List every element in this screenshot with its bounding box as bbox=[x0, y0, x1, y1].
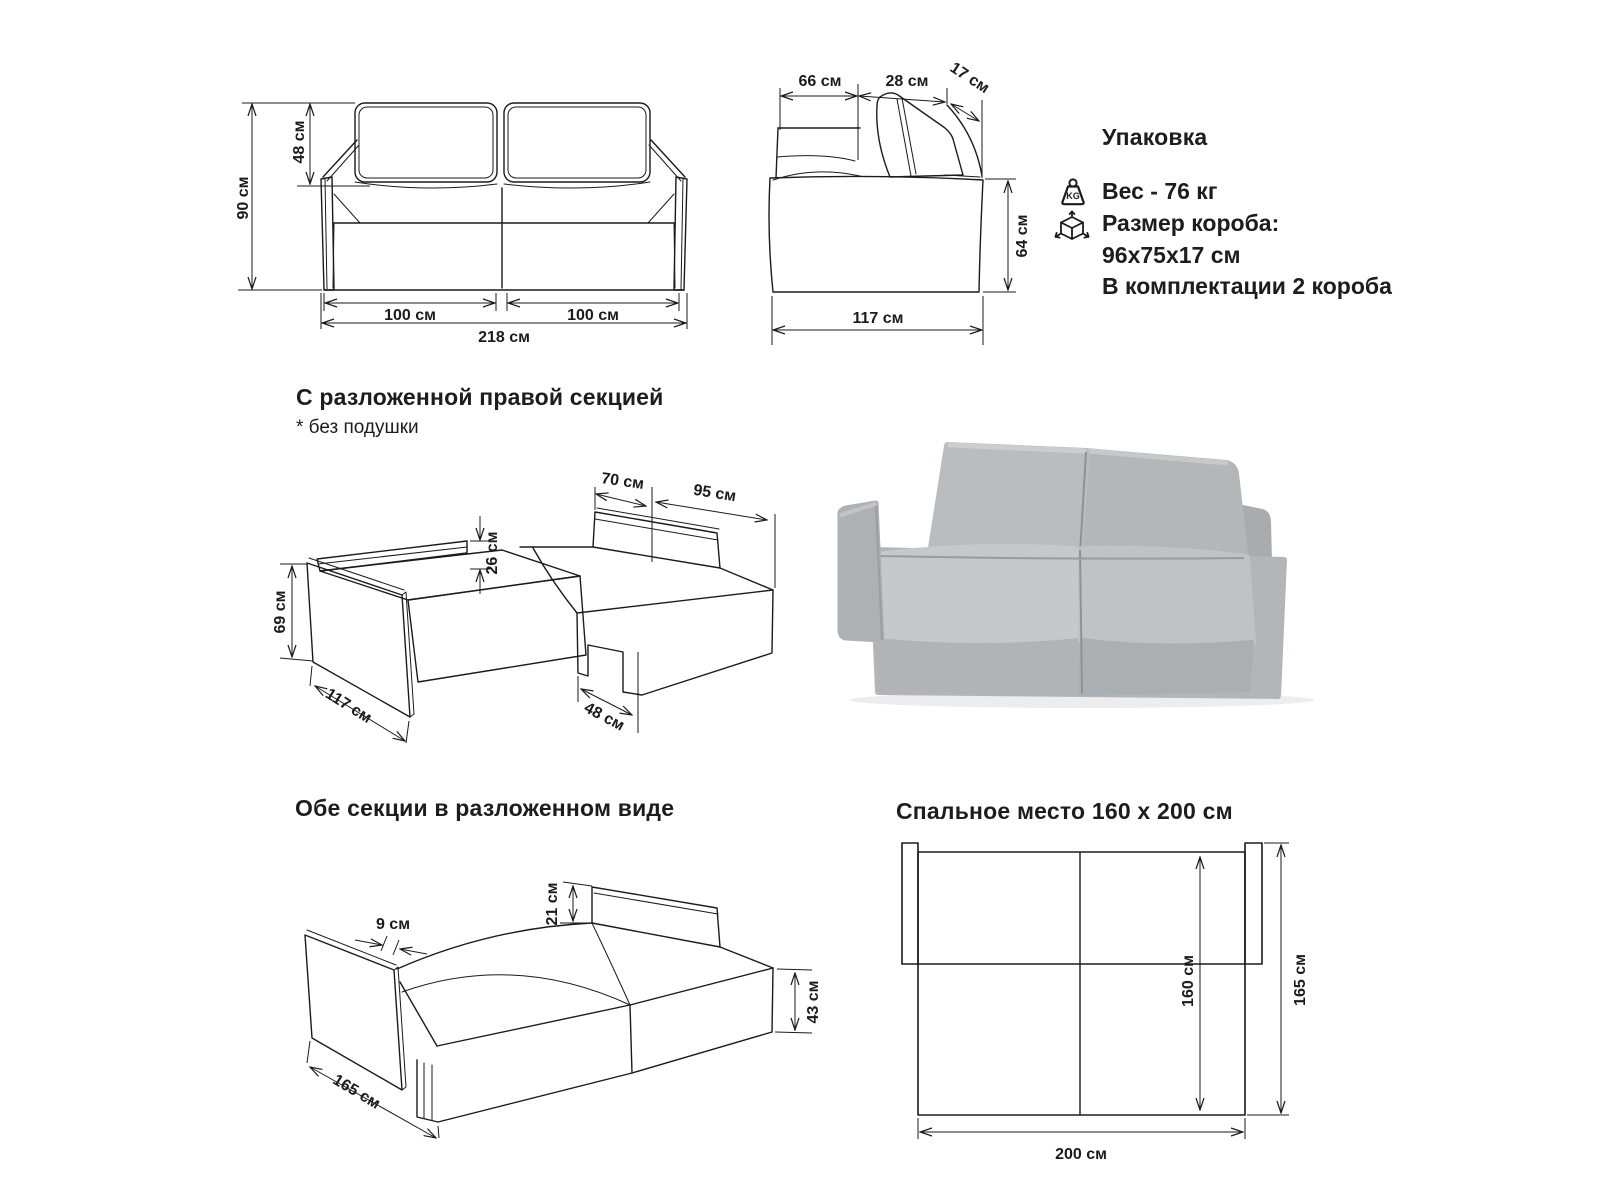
sofa-photo bbox=[820, 400, 1380, 720]
dim-section-depth: 117 см bbox=[322, 685, 375, 727]
side-view-diagram bbox=[740, 40, 1035, 370]
sleeping-area-title: Спальное место 160 x 200 см bbox=[896, 798, 1233, 824]
right-section-note: * без подушки bbox=[296, 417, 419, 438]
both-sections-title: Обе секции в разложенном виде bbox=[295, 795, 675, 821]
dim-back-top: 17 см bbox=[946, 59, 993, 98]
dim-length: 200 см bbox=[1055, 1146, 1107, 1163]
right-section-title: С разложенной правой секцией bbox=[296, 384, 664, 410]
packaging-weight: Вес - 76 кг bbox=[1102, 178, 1218, 204]
sleeping-area-dimensions bbox=[918, 843, 1289, 1139]
dim-seat-left: 100 см bbox=[384, 307, 436, 324]
left-armrest-bar bbox=[902, 843, 918, 964]
dim-width-inner: 160 см bbox=[1180, 955, 1197, 1007]
packaging-box-size-label: Размер короба: bbox=[1102, 210, 1280, 236]
box-dimensions-icon bbox=[1052, 208, 1092, 246]
packaging-box-note: В комплектации 2 короба bbox=[1102, 273, 1392, 299]
right-section-header bbox=[296, 384, 664, 439]
dim-width-outer: 165 см bbox=[1292, 954, 1309, 1006]
packaging-box-size: 96х75х17 см bbox=[1102, 242, 1241, 268]
dim-arm-thickness: 9 см bbox=[375, 916, 411, 933]
side-view-dimensions bbox=[772, 84, 1016, 345]
dim-back-above-bed: 21 см bbox=[544, 882, 561, 926]
both-sections-diagram bbox=[250, 820, 828, 1198]
dim-pullout: 95 см bbox=[692, 481, 738, 506]
dim-back-width: 70 см bbox=[600, 470, 646, 493]
dim-support: 48 см bbox=[581, 699, 628, 735]
dim-back-height: 48 см bbox=[291, 120, 308, 164]
weight-kg-icon bbox=[1056, 176, 1090, 208]
dim-bed-height: 43 см bbox=[805, 980, 822, 1024]
front-view-diagram bbox=[230, 70, 730, 370]
packaging-panel bbox=[1040, 118, 1420, 308]
dim-back-depth: 28 см bbox=[885, 73, 929, 90]
dim-width-total: 218 см bbox=[478, 329, 530, 346]
right-armrest-bar bbox=[1245, 843, 1262, 964]
right-section-diagram bbox=[250, 440, 795, 770]
dim-depth-total: 117 см bbox=[852, 310, 904, 327]
right-section-sketch bbox=[307, 508, 773, 717]
front-view-sofa-sketch bbox=[321, 103, 687, 290]
dim-height-total: 90 см bbox=[235, 176, 252, 220]
dim-base-height: 64 см bbox=[1014, 214, 1031, 258]
sofa-photo-shapes bbox=[840, 445, 1314, 708]
side-view-sofa-sketch bbox=[769, 93, 983, 292]
kg-icon-label: KG bbox=[1066, 191, 1080, 201]
dim-arm-depth: 66 см bbox=[798, 73, 842, 90]
dim-back-above-seat: 26 см bbox=[484, 531, 501, 575]
sleeping-area-diagram bbox=[860, 820, 1340, 1198]
dim-bed-depth: 165 см bbox=[329, 1071, 383, 1113]
dim-seat-right: 100 см bbox=[567, 307, 619, 324]
dim-arm-height: 69 см bbox=[272, 590, 289, 634]
sleeping-area-sketch bbox=[902, 843, 1262, 1115]
packaging-title: Упаковка bbox=[1102, 124, 1208, 150]
